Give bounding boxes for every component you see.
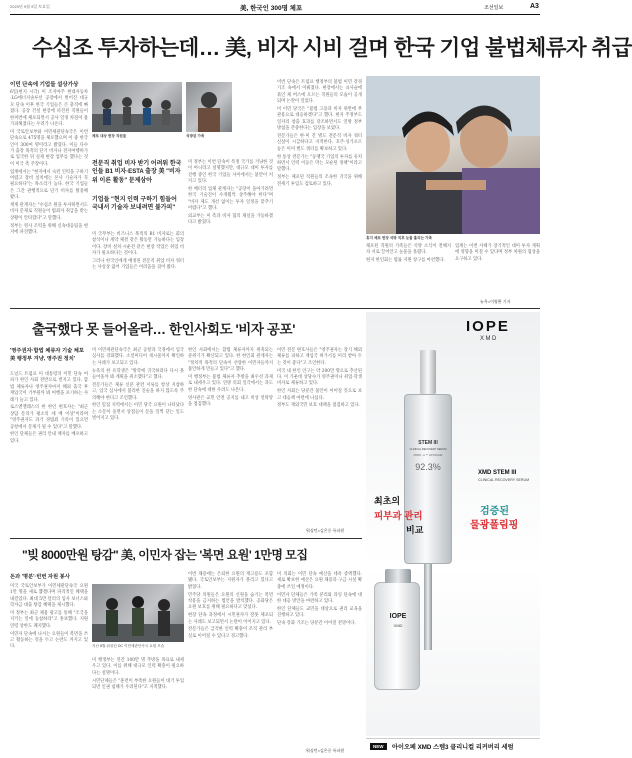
header-rule: [10, 14, 540, 15]
masked-agents-image: [92, 584, 184, 642]
ad-copy-1: 최초의: [374, 496, 401, 506]
main-byline: 뉴욕=이영완 기자: [480, 299, 511, 304]
ad-claim-2: 물광폴림핑: [470, 520, 519, 531]
family-photo-caption: 석방된 가족: [186, 134, 205, 138]
bottle-label-1: STEM III: [418, 440, 438, 446]
third-story-column-1: 미국 국토안보부가 이민세관단속국 요원 1만 명을 새로 뽑겠다며 파격적인 혜택을 내걸었다. 최대 5만 달러의 입사 보너스와 학자금 대출 탕감 혜택을 제시했다. 미 정부는 최근 채용 광고를 통해 "조국을 지키는 일에 동참하라"고 홍보했다. 지원 연령 상한도 폐지했다. 이민자 단속에 나서는 요원들이 복면을 쓰고 활동하는 것을 두고 논란도 커지고 있다.: [10, 584, 88, 650]
arrest-photo-caption: 체포 대상 현장 직원들: [92, 134, 127, 138]
bottle-dropper: [420, 350, 436, 394]
second-story-column-4: 이민 전문 변호사들은 "영주권자는 장기 해외 체류를 피하고 재입국 허가서를 미리 받아 두는 것이 좋다"고 조언한다. 미국 내 한인 인구는 약 200만 명으로 추산된다. 이 가운데 상당수가 영주권이나 취업·학생 비자로 체류하고 있다. 한인 사회는 당분간 불안이 이어질 것으로 보고 대응책 마련에 나섰다. 정부도 재외국민 보호 대책을 점검하고 있다.: [277, 348, 362, 409]
ad-footer-bar: [366, 738, 540, 755]
arrest-site-image: [92, 82, 182, 132]
second-headline: 출국했다 못 들어올라… 한인사회도 '비자 공포': [32, 322, 296, 337]
tearful-family-image: [366, 76, 540, 234]
family-image: [186, 82, 232, 132]
issue-date: 2023년 9월 9일 토요일: [10, 4, 50, 9]
serum-tube: [374, 582, 420, 690]
main-headline: 수십조 투자하는데… 美, 비자 시비 걸며 한국 기업 불법체류자 취급: [32, 36, 632, 60]
tube-sub: XMD: [393, 623, 403, 628]
third-story-column-3: 이번 채용에는 은퇴한 요원의 재고용도 포함됐다. 국토안보부는 지원자가 몰리고 있다고 밝혔다. 민주당 의원들은 요원의 신원을 숨기는 복면 착용을 금지하는 법안을 발의했다. 공화당은 요원 보호를 위해 필요하다고 맞섰다. 현장 단속 과정에서 시민권자가 잘못 체포되는 사례도 보고되면서 논란이 이어지고 있다. 전문가들은 급격한 인력 확충이 조직 관리 부실로 이어질 수 있다고 경고했다.: [188, 572, 273, 639]
tearful-family-caption: 휴지 체포 현장 석방 직후 눈물 흘리는 가족: [366, 236, 433, 240]
main-story-bottom-rule: [10, 308, 540, 309]
main-story-column-2: 미 국무부는 비즈니스 목적의 B1 비자로는 회의 참석이나 계약 체결 같은 활동만 가능하다는 입장이다. 장비 설치·시운전 같은 현장 작업은 취업 비자가 필요하다는 것이다. 그러나 한국인에게 배정된 전문직 취업 비자 쿼터는 사실상 없어 기업들은 어려움을 겪어 왔다.: [92, 232, 184, 271]
third-headline: "빚 8000만원 탕감" 美, 이민자 잡는 '복면 요원' 1만명 모집: [22, 548, 308, 562]
main-story-column-5: 체포된 직원의 가족들은 석방 소식이 전해지자 서로 끌어안고 눈물을 흘렸다. 현지 한인회는 법률 지원 창구를 마련했다.: [366, 244, 451, 264]
second-deck: '영주권자·합법 체류자 기술 체포 美 행정부 겨냥, 영주권 정치': [10, 348, 84, 362]
section-title: 美, 한국인 300명 체포: [240, 5, 303, 12]
masked-agents-caption: 지난 8월 워싱턴 DC 이민세관단속국 요원 모습: [92, 644, 165, 648]
tearful-family-photo: [366, 76, 540, 234]
family-photo: [186, 82, 232, 132]
bottle-label-2: CLINICAL RECOVERY SERUM: [409, 448, 447, 451]
ad-sub-brand: XMD: [480, 336, 498, 342]
page-number: A3: [530, 3, 539, 10]
new-badge: NEW: [370, 743, 387, 750]
second-story-column-2: 미 이민세관단속국은 최근 공항과 국경에서 입국 심사를 강화했다. 소셜미디어 게시물까지 확인하는 사례가 보고되고 있다. 뉴욕의 한 유학생은 "방학에 귀국하려다 다시 못 들어올까 봐 계획을 취소했다"고 했다. 전문가들은 체류 신분 관련 서류를 항상 지참하고, 입국 심사에서 불리한 진술을 하지 않도록 주의해야 한다고 조언했다. 한인 밀집 지역에서는 이민 당국 요원이 나타났다는 소문이 돌면서 상점들이 문을 일찍 닫는 일도 벌어지고 있다.: [92, 348, 184, 422]
side-deck-1: 전문직 취업 비자 받기 어려워 한국인들 B1 비자·ESTA 출장 美 "비자 위 이른 활동" 문제삼아: [92, 161, 182, 184]
side-deck-2: 기업들 "현지 인력 구하기 힘들어 국내서 기술자 보내려면 불가피": [92, 197, 177, 212]
masked-agents-photo: [92, 584, 184, 642]
main-story-column-6: 업계는 이번 사태가 장기적인 대미 투자 계획에 영향을 미칠 수 있다며 정부 차원의 협상을 요구하고 있다.: [455, 244, 540, 262]
main-kicker: 이민 단속에 기업들 설상가상: [10, 82, 79, 88]
main-story-column-3: 미 정부는 이번 단속이 특정 국가를 겨냥한 것이 아니라고 설명했지만, 대규모 대미 투자를 진행 중인 한국 기업들 사이에서는 불만이 커지고 있다. 한 배터리 업체 관계자는 "공장이 돌아가려면 한국 기술진이 수개월씩 상주해야 한다"며 "비자 제도 개선 없이는 투자 일정을 맞추기 어렵다"고 했다. 외교부는 미 측과 비자 협의 채널을 가동하겠다고 밝혔다.: [188, 160, 273, 226]
bottle-tip: [424, 564, 432, 650]
ad-product-sub: CLINICAL RECOVERY SERUM: [478, 478, 530, 482]
ad-copy-3: 비교: [406, 525, 424, 535]
main-story-column-4: 이번 단속은 트럼프 행정부의 불법 이민 강경 기조 속에서 이뤄졌다. 현장에서는 쇠사슬에 묶인 채 버스에 오르는 직원들의 모습이 공개되며 논란이 일었다. 미 이민 당국은 "불법 고용과 비자 위반에 무관용으로 대응하겠다"고 했다. 현지 주정부도 일자리 창출 효과를 강조하면서도 연방 정부 방침을 존중한다는 입장을 보였다. 전문가들은 한·미 간 별도 전문직 비자 쿼터 신설이 시급하다고 지적한다. 호주·싱가포르 등은 이미 별도 쿼터를 확보하고 있다. 한 통상 전문가는 "동맹국 기업의 투자를 유치하면서 인력 이동은 막는 모순된 정책"이라고 말했다. 정부는 체포된 직원들의 조속한 귀국을 위해 전세기 투입도 검토하고 있다.: [277, 80, 362, 187]
cosmetics-ad: [366, 312, 540, 736]
ad-claim-1: 검증된: [480, 506, 509, 517]
third-byline: 워싱턴=김은중 특파원: [306, 748, 345, 753]
bottle-percent: 92.3%: [415, 462, 441, 472]
second-story-column-3: 한인 사회에서는 합법 체류자까지 위축되는 분위기가 확산되고 있다. 한 한인회 관계자는 "정치적 목적의 단속이 선량한 이민자들까지 불안하게 만들고 있다"고 했다. 미 행정부는 불법 체류자 추방을 최우선 과제로 내세우고 있다. 연방 의회 일각에서는 과도한 단속에 대한 우려도 나온다. 영사관은 교민 안전 공지를 내고 비상 연락망을 점검했다.: [188, 348, 273, 408]
publisher-name: 조선일보: [484, 5, 504, 11]
ad-copy-2: 피부과 관리: [374, 511, 423, 522]
ad-product-name: XMD STEM III: [478, 470, 517, 476]
arrest-site-photo: [92, 82, 182, 132]
second-story-column-1: 도널드 트럼프 미 대통령의 이민 단속 여파가 한인 사회 전반으로 번지고 있다. 합법 체류자나 영주권자마저 해외 출국 후 재입국이 거부될까 봐 여행을 포기하는 사례가 늘고 있다. 로스앤젤레스의 한 한인 변호사는 "최근 상담 문의가 평소의 세 배 이상"이라며 "영주권자도 과거 경범죄 기록이 있으면 공항에서 문제가 될 수 있다"고 말했다. 한인 단체들은 권리 안내 책자를 배포하고 있다.: [10, 372, 88, 444]
third-story-column-2: 미 행정부는 연간 100만 명 추방을 목표로 내세우고 있다. 이를 위해 대규모 인력 확충이 필요하다는 설명이다. 시민단체들은 "훈련이 부족한 요원들이 대거 투입되면 인권 침해가 우려된다"고 지적했다.: [92, 658, 184, 691]
third-deck: 돈과 '명분'·빈번 자원 봉사: [10, 574, 70, 580]
bottle-label-3: PDRN - A.™ LIPOSOME: [413, 454, 443, 457]
ad-brand: IOPE: [466, 318, 510, 335]
bottle-body: [404, 394, 452, 564]
second-byline: 워싱턴=김은중 특파원: [306, 528, 345, 533]
second-story-bottom-rule: [10, 538, 362, 539]
page-header: [10, 3, 540, 13]
ad-footer-text: 아이오페 XMD 스템3 클리니컬 리커버리 세럼: [392, 744, 514, 751]
tube-cap: [385, 569, 411, 583]
third-story-column-4: 미 의회는 이민 단속 예산을 대폭 증액했다. 새로 확보한 예산은 요원 채용과 구금 시설 확충에 쓰일 예정이다. 이민자 단체들은 가족 분리와 과잉 단속에 대한 대응 방안을 마련하고 있다. 한인 단체들도 교민을 대상으로 권리 교육을 진행하고 있다. 단속 강화 기조는 당분간 이어질 전망이다.: [277, 572, 362, 627]
tube-brand: IOPE: [389, 613, 407, 620]
main-story-column-1: 6일(현지 시각) 미 조지아주 현대자동차·LG에너지솔루션 공장에서 벌어진 대규모 단속 이후 한국 기업들은 큰 충격에 빠졌다. 공장 건설 현장에 파견된 직원들이 한꺼번에 체포되면서 공사 일정 차질이 불가피해졌다는 우려가 나온다. 미 국토안보부와 이민세관단속국은 이번 단속으로 475명을 체포했으며 이 중 한국인이 300여 명이라고 밝혔다. 이들 다수가 출장 목적의 단기 비자나 전자여행허가로 입국한 뒤 실제 현장 업무를 했다는 것이 미국 측 주장이다. 업계에서는 "현지에서 숙련 인력을 구하기 어렵고 장비 설치에는 본사 기술자가 꼭 필요하다"는 목소리가 높다. 한국 기업들은 그간 관행적으로 단기 비자를 활용해 왔다. 재계 관계자는 "수십조 원을 투자하면서도 비자 문제로 직원들이 범죄자 취급을 받는 상황이 안타깝다"고 말했다. 정부는 영사 조력을 위해 신속대응팀을 현지에 파견했다.: [10, 90, 89, 236]
